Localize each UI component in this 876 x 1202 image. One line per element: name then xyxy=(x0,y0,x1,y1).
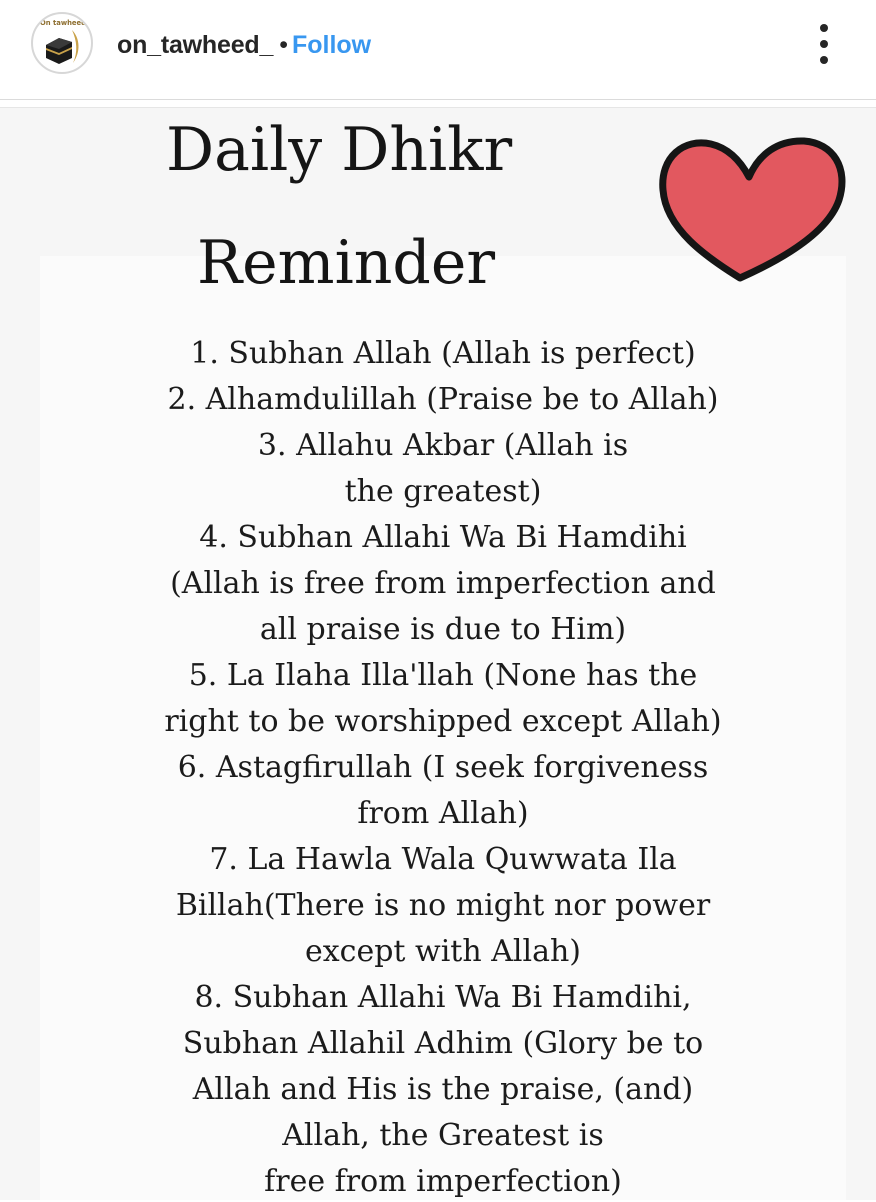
post-header xyxy=(0,0,876,100)
username-link[interactable]: on_tawheed_ xyxy=(117,31,274,59)
profile-avatar[interactable] xyxy=(31,12,93,74)
dhikr-line: 3. Allahu Akbar (Allah is xyxy=(257,428,629,463)
dhikr-line: Billah(There is no might nor power xyxy=(175,888,711,923)
dhikr-line: except with Allah) xyxy=(305,934,581,969)
dhikr-line: right to be worshipped except Allah) xyxy=(164,704,722,739)
dhikr-line: 4. Subhan Allahi Wa Bi Hamdihi xyxy=(199,520,687,555)
dhikr-line: free from imperfection) xyxy=(264,1164,622,1199)
follow-button[interactable]: Follow xyxy=(291,31,372,59)
dhikr-line: (Allah is free from imperfection and xyxy=(170,566,716,601)
dhikr-line: Allah, the Greatest is xyxy=(282,1118,604,1153)
avatar-text: On tawheed xyxy=(40,19,87,27)
post-title-line-2: Reminder xyxy=(197,228,496,298)
dhikr-line: 2. Alhamdulillah (Praise be to Allah) xyxy=(167,382,719,417)
username-row xyxy=(117,29,371,61)
dhikr-line: 7. La Hawla Wala Quwwata Ila xyxy=(209,842,677,877)
dhikr-line: all praise is due to Him) xyxy=(259,612,627,647)
kaaba-logo-icon xyxy=(33,14,91,72)
separator-dot: • xyxy=(279,31,288,59)
post-title-line-1: Daily Dhikr xyxy=(166,115,513,185)
dhikr-line: 8. Subhan Allahi Wa Bi Hamdihi, xyxy=(194,980,692,1015)
dhikr-line: the greatest) xyxy=(344,474,542,509)
dhikr-line: 5. La Ilaha Illa'llah (None has the xyxy=(188,658,698,693)
dhikr-line: from Allah) xyxy=(357,796,529,831)
dhikr-line: Subhan Allahil Adhim (Glory be to xyxy=(182,1026,704,1061)
dhikr-line: 6. Astagfirullah (I seek forgiveness xyxy=(177,750,709,785)
dhikr-line: 1. Subhan Allah (Allah is perfect) xyxy=(190,336,696,371)
more-options-icon[interactable] xyxy=(808,22,840,66)
heart-icon xyxy=(648,126,856,292)
dhikr-line: Allah and His is the praise, (and) xyxy=(192,1072,694,1107)
